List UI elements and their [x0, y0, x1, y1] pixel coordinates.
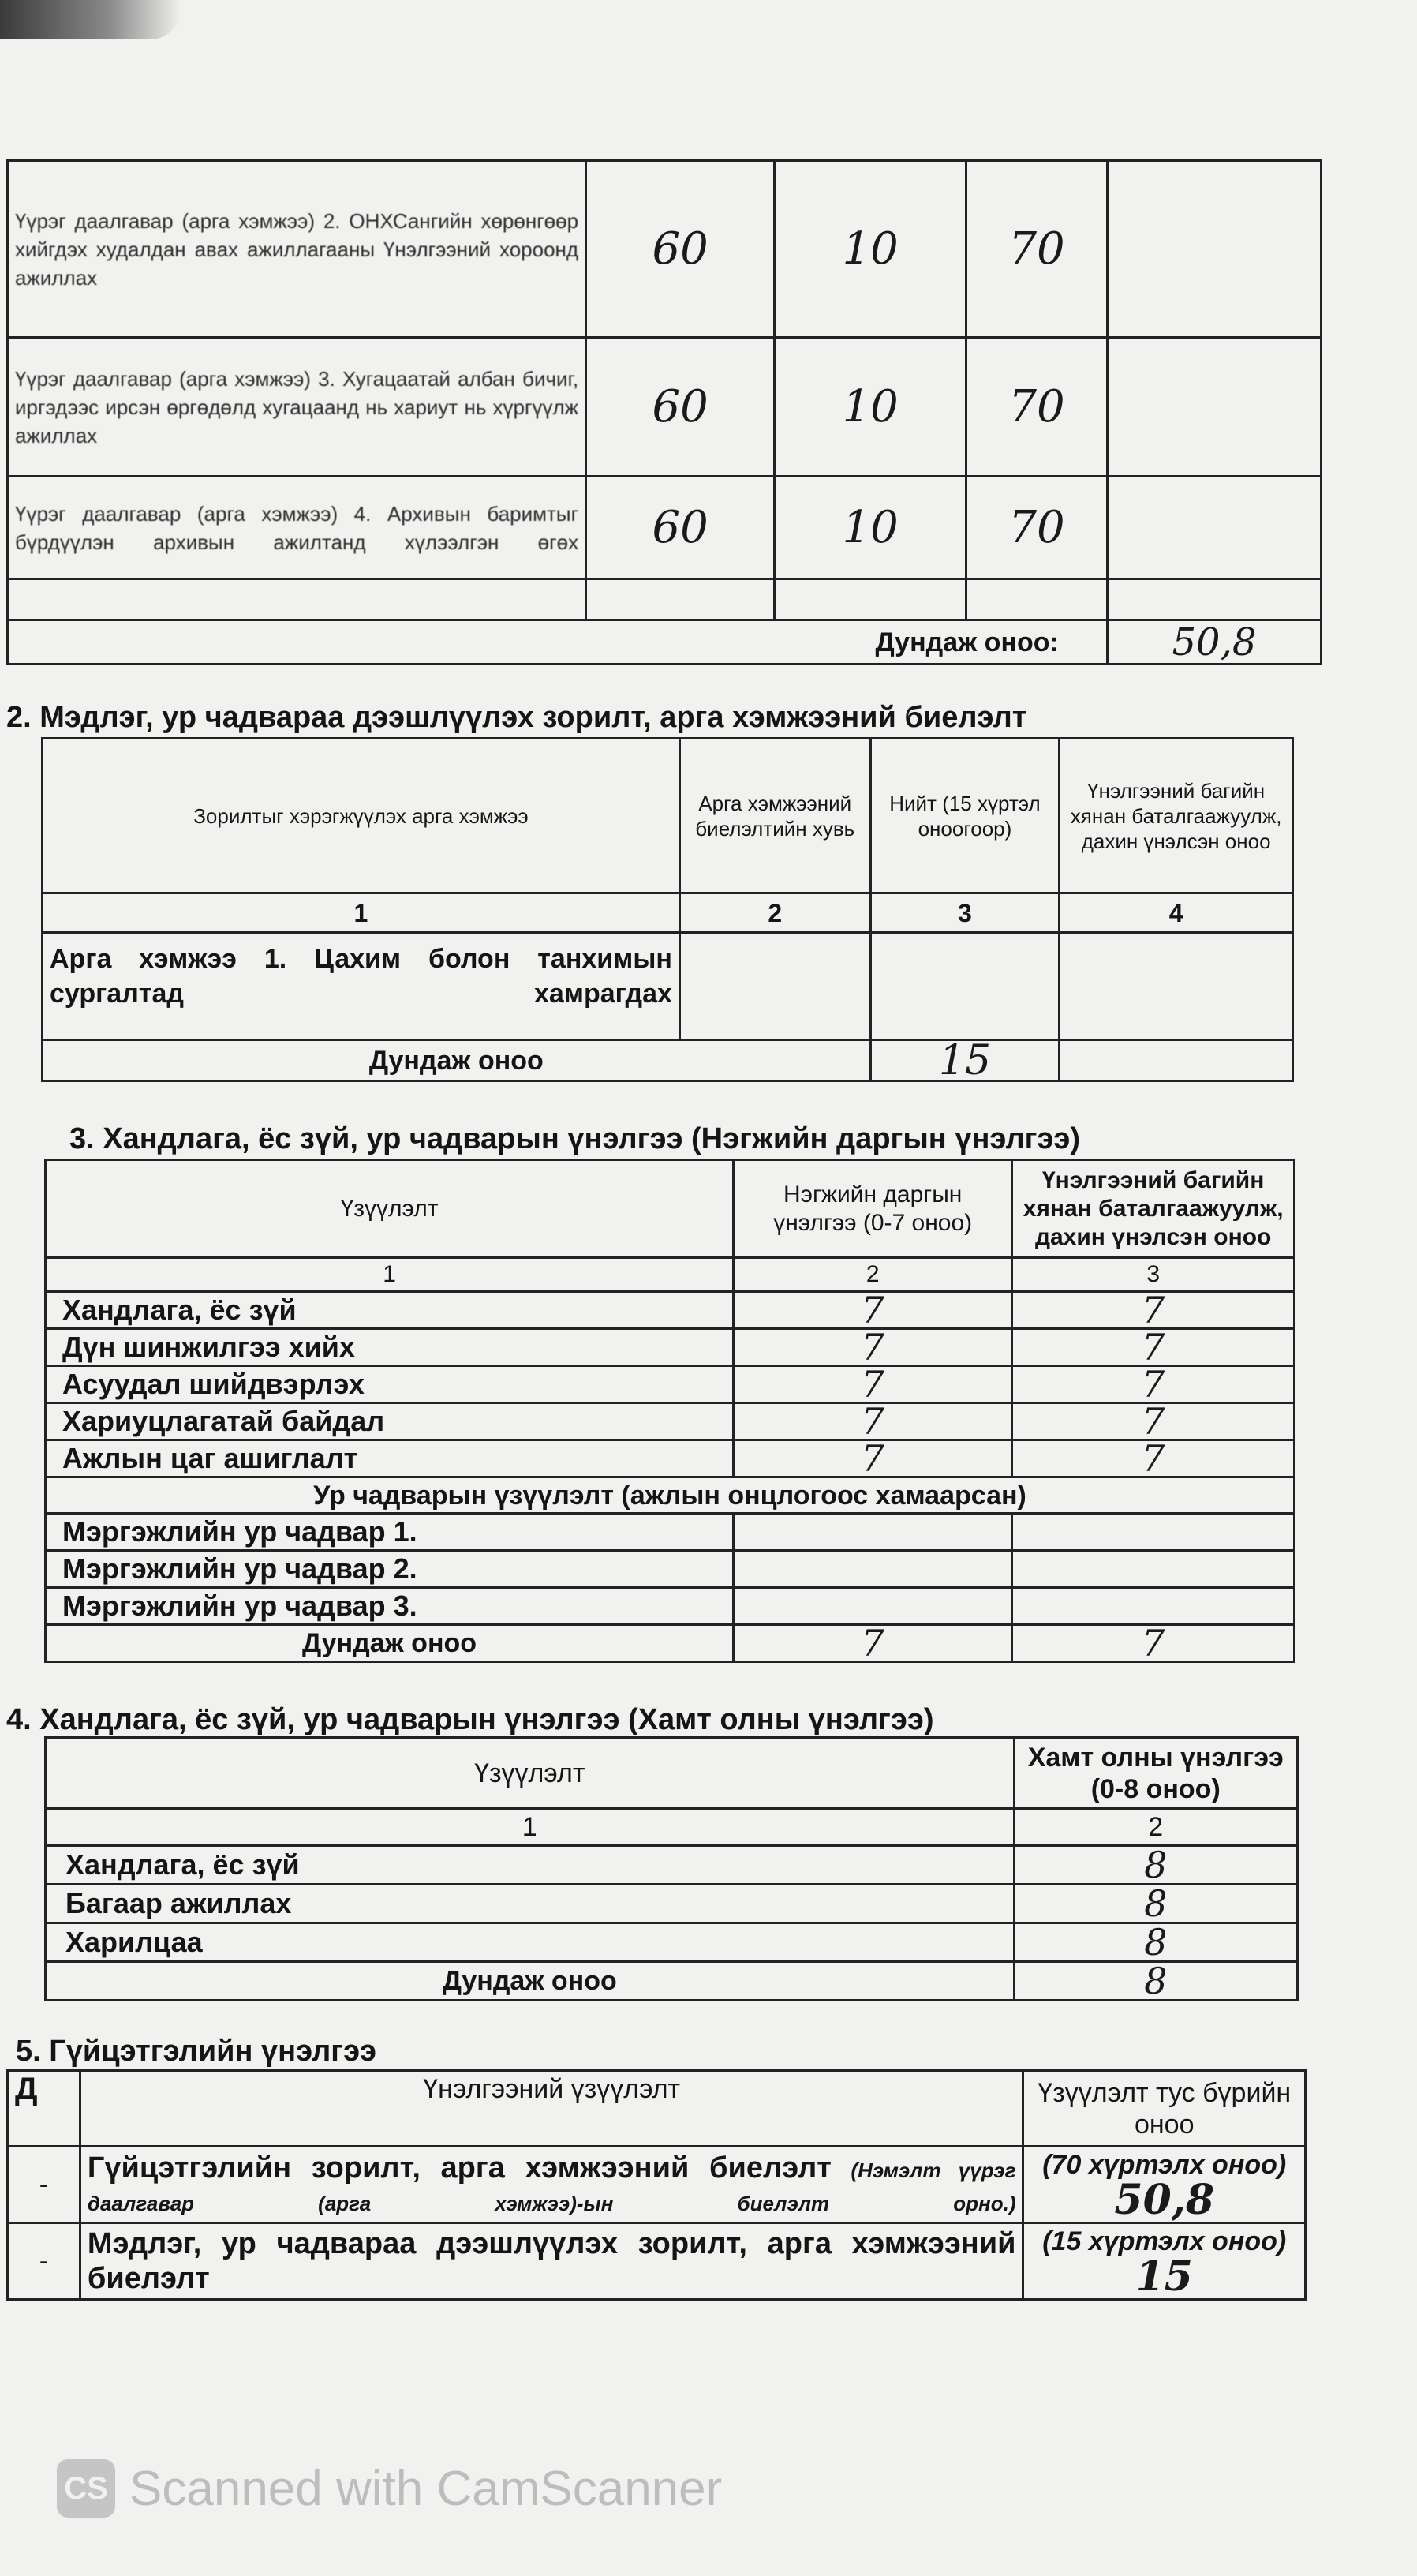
- table-row: [43, 933, 1293, 1040]
- section2-table: [41, 737, 1294, 1082]
- average-label: Дундаж оноо: [43, 1040, 871, 1081]
- task-label: Үүрэг даалгавар (арга хэмжээ) 2. ОНХСангийн хөрөнгөөр хийгдэх худалдан авах ажиллагааны Үнэлгээний хороонд ажиллах: [8, 161, 586, 338]
- section5-title: 5. Гүйцэтгэлийн үнэлгээ: [16, 2035, 377, 2068]
- section3-title: 3. Хандлага, ёс зүй, ур чадварын үнэлгээ (Нэгжийн даргын үнэлгээ): [69, 1122, 1081, 1155]
- table-row: [8, 2147, 1306, 2223]
- score-cell: [1107, 161, 1321, 338]
- table-row: [8, 161, 1322, 338]
- criteria-label: Хандлага, ёс зүй: [46, 1292, 734, 1329]
- criteria-label: Мэргэжлийн ур чадвар 2.: [46, 1551, 734, 1588]
- section4-title: 4. Хандлага, ёс зүй, ур чадварын үнэлгээ (Хамт олны үнэлгээ): [6, 1703, 934, 1736]
- points-range: (15 хүртэлх оноо): [1042, 2226, 1287, 2256]
- table-row: [46, 1885, 1298, 1923]
- average-value: 50,8: [1107, 620, 1321, 665]
- section5-table: [6, 2069, 1307, 2301]
- empty-cell: [870, 933, 1060, 1040]
- score-cell: 7: [1012, 1329, 1295, 1366]
- criteria-label: Дүн шинжилгээ хийх: [46, 1329, 734, 1366]
- column-number: 2: [679, 893, 870, 933]
- average-value: 7: [734, 1625, 1012, 1662]
- column-header: Нийт (15 хүртэл оноогоор): [870, 739, 1060, 893]
- score-cell: 60: [586, 338, 775, 477]
- score-cell: 7: [734, 1329, 1012, 1366]
- score-cell: [1107, 477, 1321, 579]
- column-number: 2: [1014, 1809, 1298, 1846]
- number-row: [46, 1258, 1295, 1292]
- column-header: Үнэлгээний үзүүлэлт: [80, 2071, 1023, 2147]
- row-number: -: [8, 2223, 80, 2300]
- column-number: 2: [734, 1258, 1012, 1292]
- criteria-label: Мэдлэг, ур чадвараа дээшлүүлэх зорилт, арга хэмжээний биелэлт: [80, 2223, 1023, 2300]
- empty-cell: [1012, 1514, 1295, 1551]
- score-cell: 8: [1014, 1885, 1298, 1923]
- score-cell: 7: [734, 1440, 1012, 1477]
- score-cell: 10: [775, 477, 966, 579]
- measure-label: Арга хэмжээ 1. Цахим болон танхимын сургалтад хамрагдах: [43, 933, 680, 1040]
- score-cell: 7: [734, 1292, 1012, 1329]
- empty-cell: [1060, 933, 1293, 1040]
- average-row: [46, 1962, 1298, 2001]
- average-row: [43, 1040, 1293, 1081]
- empty-cell: [734, 1514, 1012, 1551]
- column-number: 1: [46, 1809, 1015, 1846]
- column-header: Үзүүлэлт: [46, 1738, 1015, 1809]
- task-label: Үүрэг даалгавар (арга хэмжээ) 4. Архивын баримтыг бүрдүүлэн архивын ажилтанд хүлээлгэн өгөх: [8, 477, 586, 579]
- score-cell: 60: [586, 477, 775, 579]
- empty-cell: [1107, 579, 1321, 620]
- criteria-label: Хандлага, ёс зүй: [46, 1846, 1015, 1885]
- criteria-label: Мэргэжлийн ур чадвар 3.: [46, 1588, 734, 1625]
- column-header: Хамт олны үнэлгээ (0-8 оноо): [1014, 1738, 1298, 1809]
- table-row: [46, 1923, 1298, 1962]
- criteria-note: (Нэмэлт үүрэг даалгавар (арга хэмжээ)-ын биелэлт орно.): [87, 2158, 1016, 2215]
- criteria-label: Багаар ажиллах: [46, 1885, 1015, 1923]
- column-header: Үнэлгээний багийн хянан баталгаажуулж, дахин үнэлсэн оноо: [1012, 1160, 1295, 1258]
- table-row: [46, 1403, 1295, 1440]
- watermark-text: Scanned with CamScanner: [129, 2461, 723, 2516]
- column-header: Д: [8, 2071, 80, 2147]
- score-cell: 8: [1014, 1846, 1298, 1885]
- criteria-label: Гүйцэтгэлийн зорилт, арга хэмжээний биелэлт: [87, 2151, 832, 2185]
- column-header: Үзүүлэлт: [46, 1160, 734, 1258]
- column-number: 3: [870, 893, 1060, 933]
- camscanner-watermark: [57, 2459, 722, 2518]
- score-cell: 7: [1012, 1403, 1295, 1440]
- header-row: [46, 1160, 1295, 1258]
- table-row: [46, 1588, 1295, 1625]
- section1-table: [6, 159, 1322, 665]
- empty-cell: [1012, 1551, 1295, 1588]
- table-row: [8, 338, 1322, 477]
- empty-cell: [8, 579, 586, 620]
- score-cell: 7: [734, 1403, 1012, 1440]
- score-value: 50,8: [1114, 2176, 1215, 2224]
- empty-cell: [734, 1551, 1012, 1588]
- empty-cell: [586, 579, 775, 620]
- table-row: [46, 1514, 1295, 1551]
- column-number: 1: [46, 1258, 734, 1292]
- average-label: Дундаж оноо: [46, 1625, 734, 1662]
- column-header: Үзүүлэлт тус бүрийн оноо: [1023, 2071, 1306, 2147]
- average-row: [46, 1625, 1295, 1662]
- column-number: 1: [43, 893, 680, 933]
- table-row: [8, 2223, 1306, 2300]
- average-label: Дундаж оноо: [46, 1962, 1015, 2001]
- empty-cell: [966, 579, 1108, 620]
- empty-cell: [775, 579, 966, 620]
- score-cell: 10: [775, 161, 966, 338]
- score-cell: 70: [966, 161, 1108, 338]
- section4-table: [44, 1736, 1299, 2001]
- section2-title: 2. Мэдлэг, ур чадвараа дээшлүүлэх зорилт, арга хэмжээний биелэлт: [6, 701, 1027, 734]
- row-number: -: [8, 2147, 80, 2223]
- column-header: Зорилтыг хэрэгжүүлэх арга хэмжээ: [43, 739, 680, 893]
- criteria-label: Ажлын цаг ашиглалт: [46, 1440, 734, 1477]
- table-row: [8, 477, 1322, 579]
- table-row: [8, 579, 1322, 620]
- score-cell: [1107, 338, 1321, 477]
- camscanner-logo-icon: CS: [57, 2459, 115, 2518]
- skills-subheader: Ур чадварын үзүүлэлт (ажлын онцлогоос хамаарсан): [46, 1477, 1295, 1514]
- score-cell: 60: [586, 161, 775, 338]
- table-row: [46, 1329, 1295, 1366]
- points-range: (70 хүртэлх оноо): [1042, 2150, 1287, 2180]
- criteria-label: Хариуцлагатай байдал: [46, 1403, 734, 1440]
- empty-cell: [679, 933, 870, 1040]
- average-value: 8: [1014, 1962, 1298, 2001]
- column-header: Үнэлгээний багийн хянан баталгаажуулж, дахин үнэлсэн оноо: [1060, 739, 1293, 893]
- score-cell: 70: [966, 338, 1108, 477]
- header-row: [46, 1738, 1298, 1809]
- number-row: [46, 1809, 1298, 1846]
- score-cell: 7: [1012, 1440, 1295, 1477]
- column-header: Нэгжийн даргын үнэлгээ (0-7 оноо): [734, 1160, 1012, 1258]
- scan-corner-shadow: [0, 0, 181, 39]
- average-label: Дундаж оноо:: [8, 620, 1108, 665]
- table-row: [46, 1440, 1295, 1477]
- score-cell: 8: [1014, 1923, 1298, 1962]
- table-row: [46, 1292, 1295, 1329]
- table-row: [46, 1551, 1295, 1588]
- header-row: [8, 2071, 1306, 2147]
- score-cell: 10: [775, 338, 966, 477]
- empty-cell: [1060, 1040, 1293, 1081]
- section3-table: [44, 1159, 1295, 1663]
- score-value: 15: [1135, 2252, 1193, 2301]
- score-cell: 7: [1012, 1292, 1295, 1329]
- points-cell: [1023, 2223, 1306, 2300]
- empty-cell: [1012, 1588, 1295, 1625]
- average-value: 15: [870, 1040, 1060, 1081]
- column-header: Арга хэмжээний биелэлтийн хувь: [679, 739, 870, 893]
- table-row: [46, 1366, 1295, 1403]
- header-row: [43, 739, 1293, 893]
- average-row: [8, 620, 1322, 665]
- average-value: 7: [1012, 1625, 1295, 1662]
- score-cell: 7: [1012, 1366, 1295, 1403]
- criteria-label: Мэргэжлийн ур чадвар 1.: [46, 1514, 734, 1551]
- points-cell: [1023, 2147, 1306, 2223]
- column-number: 4: [1060, 893, 1293, 933]
- table-row: [46, 1846, 1298, 1885]
- criteria-label: Харилцаа: [46, 1923, 1015, 1962]
- number-row: [43, 893, 1293, 933]
- column-number: 3: [1012, 1258, 1295, 1292]
- score-cell: 7: [734, 1366, 1012, 1403]
- criteria-cell: [80, 2147, 1023, 2223]
- empty-cell: [734, 1588, 1012, 1625]
- criteria-label: Асуудал шийдвэрлэх: [46, 1366, 734, 1403]
- score-cell: 70: [966, 477, 1108, 579]
- task-label: Үүрэг даалгавар (арга хэмжээ) 3. Хугацаатай албан бичиг, иргэдээс ирсэн өргөдөлд хугацаанд нь хариут нь хүргүүлж ажиллах: [8, 338, 586, 477]
- subheader-row: [46, 1477, 1295, 1514]
